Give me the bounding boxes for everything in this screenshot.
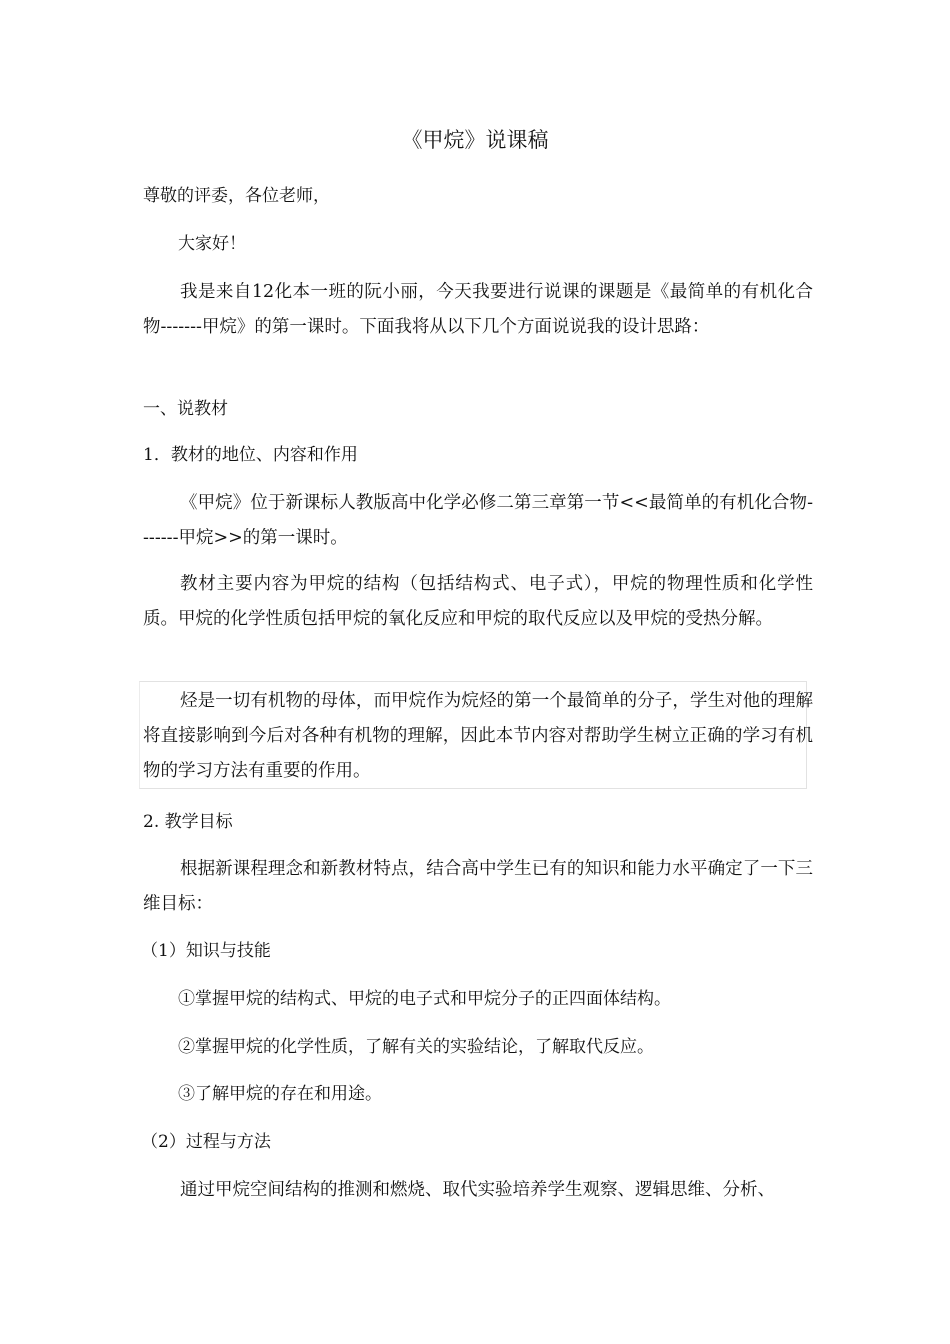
goal-knowledge-skills-heading: （1）知识与技能	[141, 941, 271, 961]
document-title: 《甲烷》说课稿	[401, 128, 549, 152]
content-paragraph: 教材主要内容为甲烷的结构（包括结构式、电子式），甲烷的物理性质和化学性质。甲烷的化学性质包括甲烷的氧化反应和甲烷的取代反应以及甲烷的受热分解。	[143, 574, 813, 629]
goal-process-method-heading: （2）过程与方法	[141, 1132, 271, 1152]
intro-paragraph: 我是来自12化本一班的阮小丽，今天我要进行说课的课题是《最简单的有机化合物-------甲烷》的第一课时。下面我将从以下几个方面说说我的设计思路：	[143, 282, 813, 337]
section-heading-teaching-material: 一、说教材	[143, 399, 228, 419]
role-paragraph: 烃是一切有机物的母体，而甲烷作为烷烃的第一个最简单的分子，学生对他的理解将直接影响到今后对各种有机物的理解，因此本节内容对帮助学生树立正确的学习有机物的学习方法有重要的作用。	[143, 691, 813, 781]
goal-item-1: ①掌握甲烷的结构式、甲烷的电子式和甲烷分子的正四面体结构。	[178, 989, 671, 1009]
greeting-line: 尊敬的评委，各位老师，	[143, 186, 330, 206]
process-paragraph: 通过甲烷空间结构的推测和燃烧、取代实验培养学生观察、逻辑思维、分析、	[180, 1180, 775, 1200]
subheading-teaching-goals: 2. 教学目标	[143, 812, 233, 832]
position-paragraph: 《甲烷》位于新课标人教版高中化学必修二第三章第一节<<最简单的有机化合物-------甲烷>>的第一课时。	[143, 493, 813, 548]
goal-item-3: ③了解甲烷的存在和用途。	[178, 1084, 382, 1104]
hello-line: 大家好！	[178, 234, 246, 254]
subheading-position-content-role: 1．教材的地位、内容和作用	[143, 445, 358, 465]
goal-item-2: ②掌握甲烷的化学性质，了解有关的实验结论，了解取代反应。	[178, 1037, 654, 1057]
goals-paragraph: 根据新课程理念和新教材特点，结合高中学生已有的知识和能力水平确定了一下三维目标：	[143, 859, 813, 914]
